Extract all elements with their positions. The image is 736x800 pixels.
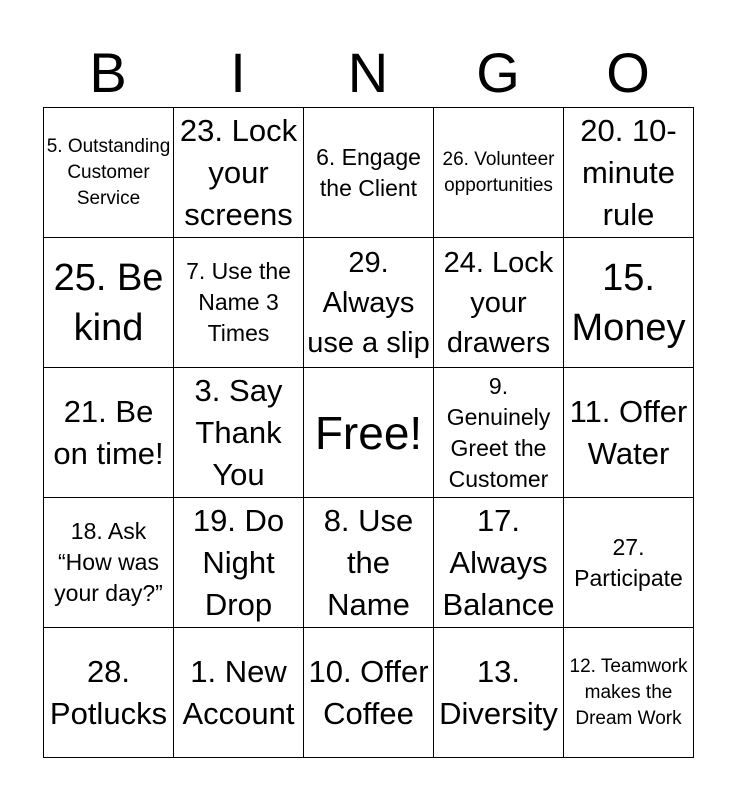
bingo-cell-r3-c2[interactable] bbox=[174, 368, 304, 498]
bingo-cell-r3-c5[interactable] bbox=[564, 368, 694, 498]
cell-text: 17. Always Balance bbox=[442, 502, 555, 622]
cell-text: 3. Say Thank You bbox=[194, 372, 283, 492]
cell-text: 29. Always use a slip bbox=[307, 246, 430, 359]
cell-text: 13. Diversity bbox=[439, 653, 558, 731]
bingo-cell-r1-c5[interactable] bbox=[564, 108, 694, 238]
cell-text: 8. Use the Name bbox=[323, 502, 414, 622]
bingo-cell-r5-c3[interactable] bbox=[304, 628, 434, 758]
bingo-cell-r2-c3[interactable] bbox=[304, 238, 434, 368]
bingo-grid bbox=[43, 107, 694, 758]
cell-text: 6. Engage the Client bbox=[316, 143, 421, 201]
bingo-cell-r1-c3[interactable] bbox=[304, 108, 434, 238]
cell-text: 10. Offer Coffee bbox=[308, 653, 429, 731]
header-letter-b: B bbox=[89, 41, 127, 104]
bingo-cell-r1-c4[interactable] bbox=[434, 108, 564, 238]
bingo-cell-r4-c2[interactable] bbox=[174, 498, 304, 628]
bingo-cell-r4-c5[interactable] bbox=[564, 498, 694, 628]
cell-text: 20. 10-minute rule bbox=[580, 112, 677, 232]
bingo-cell-r5-c4[interactable] bbox=[434, 628, 564, 758]
bingo-header bbox=[43, 40, 693, 106]
bingo-cell-r1-c1[interactable] bbox=[44, 108, 174, 238]
header-letter-o: O bbox=[606, 41, 650, 104]
bingo-cell-r2-c1[interactable] bbox=[44, 238, 174, 368]
cell-text: 1. New Account bbox=[182, 653, 295, 731]
bingo-cell-r4-c4[interactable] bbox=[434, 498, 564, 628]
cell-text: 7. Use the Name 3 Times bbox=[186, 258, 291, 346]
header-letter-n: N bbox=[347, 41, 389, 104]
bingo-cell-r5-c1[interactable] bbox=[44, 628, 174, 758]
bingo-cell-r3-c1[interactable] bbox=[44, 368, 174, 498]
cell-text: Free! bbox=[314, 406, 423, 459]
cell-text: 27. Participate bbox=[574, 533, 683, 591]
cell-text: 11. Offer Water bbox=[569, 393, 688, 471]
bingo-cell-r4-c3[interactable] bbox=[304, 498, 434, 628]
bingo-cell-r2-c4[interactable] bbox=[434, 238, 564, 368]
cell-text: 28. Potlucks bbox=[49, 653, 168, 731]
bingo-cell-r2-c2[interactable] bbox=[174, 238, 304, 368]
cell-text: 25. Be kind bbox=[53, 256, 164, 349]
bingo-cell-r2-c5[interactable] bbox=[564, 238, 694, 368]
bingo-cell-r5-c5[interactable] bbox=[564, 628, 694, 758]
bingo-cell-free[interactable] bbox=[304, 368, 434, 498]
cell-text: 21. Be on time! bbox=[53, 393, 164, 471]
cell-text: 23. Lock your screens bbox=[179, 112, 298, 232]
header-letter-i: I bbox=[230, 41, 246, 104]
bingo-cell-r4-c1[interactable] bbox=[44, 498, 174, 628]
bingo-cell-r1-c2[interactable] bbox=[174, 108, 304, 238]
cell-text: 9. Genuinely Greet the Customer bbox=[446, 372, 551, 492]
cell-text: 18. Ask “How was your day?” bbox=[54, 518, 163, 606]
cell-text: 12. Teamwork makes the Dream Work bbox=[569, 655, 688, 729]
cell-text: 19. Do Night Drop bbox=[192, 502, 285, 622]
cell-text: 24. Lock your drawers bbox=[443, 246, 554, 359]
cell-text: 5. Outstanding Customer Service bbox=[46, 135, 171, 209]
cell-text: 15. Money bbox=[571, 256, 686, 349]
cell-text: 26. Volunteer opportunities bbox=[442, 148, 555, 196]
bingo-cell-r3-c4[interactable] bbox=[434, 368, 564, 498]
header-letter-g: G bbox=[476, 41, 520, 104]
bingo-cell-r5-c2[interactable] bbox=[174, 628, 304, 758]
